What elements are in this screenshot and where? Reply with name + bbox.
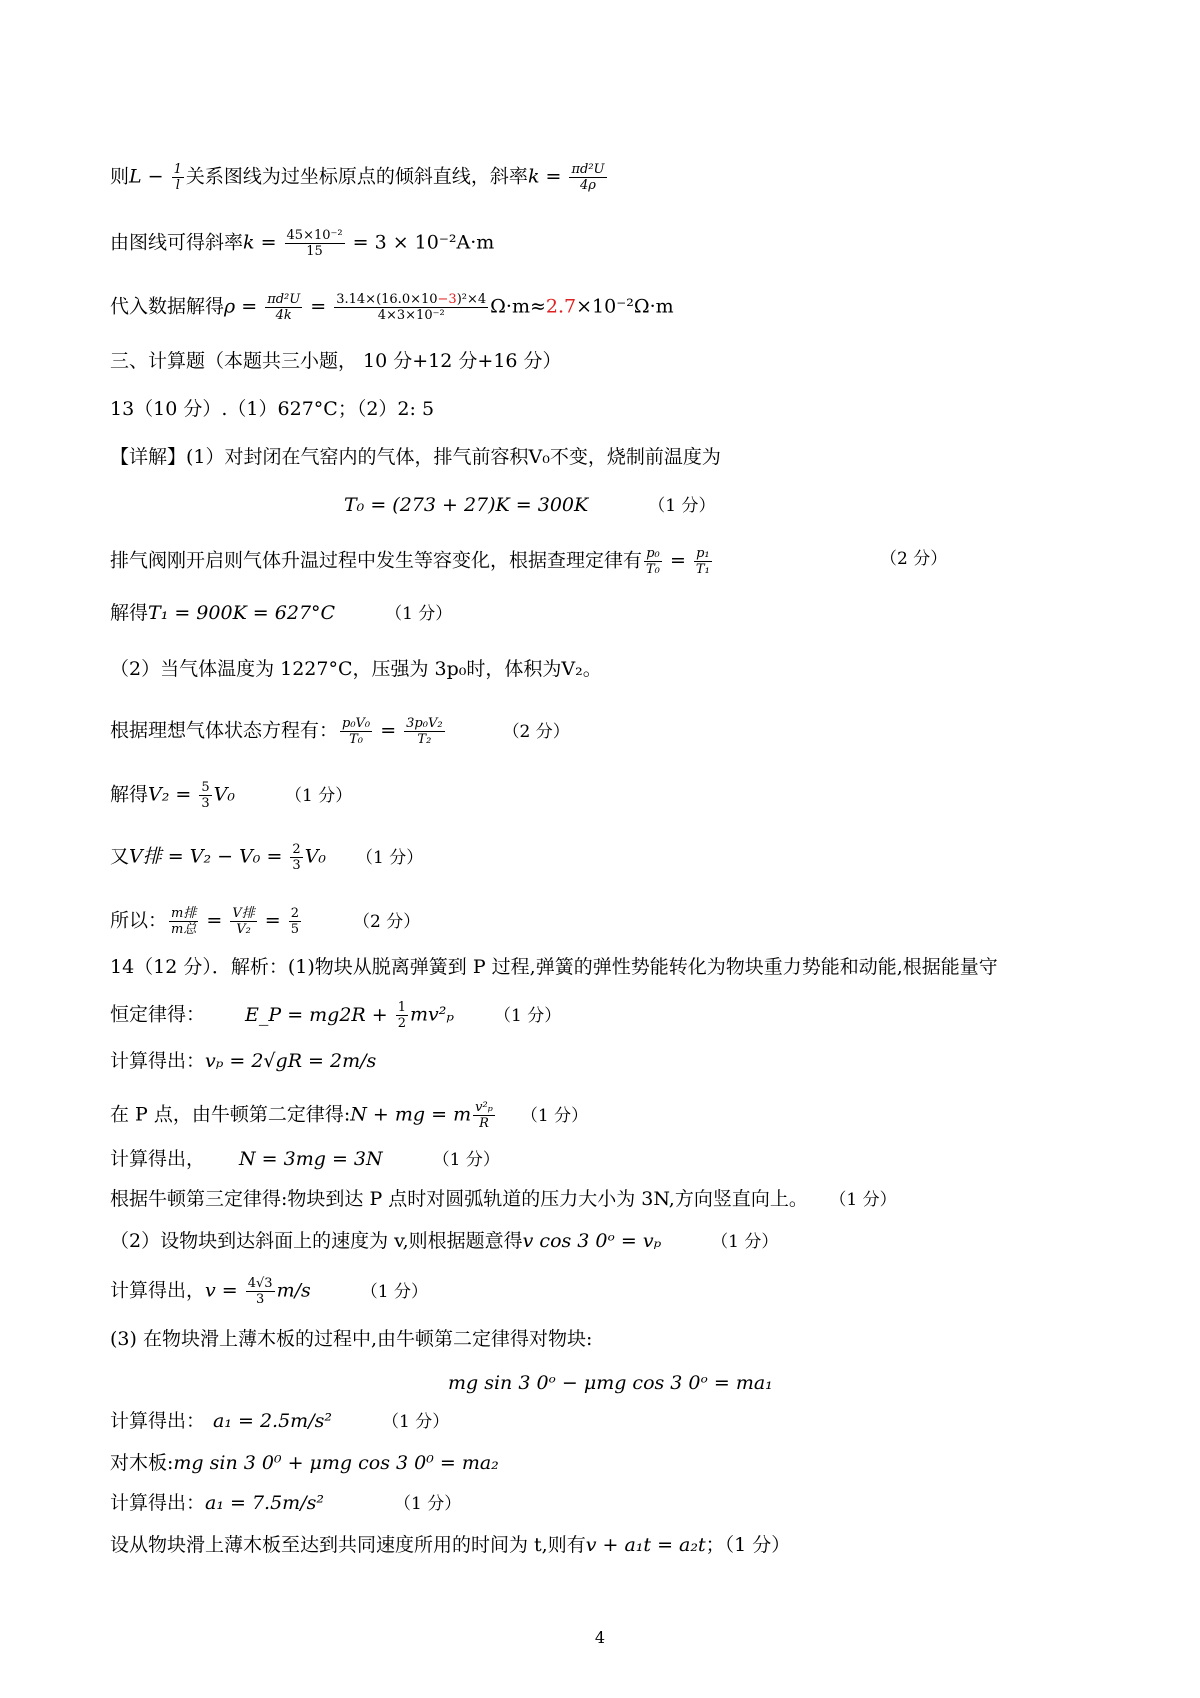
fraction: $\frac{2}{5}$ <box>290 906 300 937</box>
text-line-21: （2）设物块到达斜面上的速度为 v,则根据题意得v cos 3 0ᵒ = vₚ （1 分） <box>110 1230 779 1252</box>
fraction: $\frac{\text{v²ₚ}}{R}$ <box>475 1100 493 1131</box>
question-14-heading: 14（12 分）．解析：(1)物块从脱离弹簧到 P 过程,弹簧的弹性势能转化为物块重力势能和动能,根据能量守 <box>110 956 998 978</box>
text-line-3: 代入数据解得ρ = $\frac{\text{πd²U}}{4k}$ = $\frac{\text{3.14×(16.0×10−3)²×4}}{\text{4×3×10⁻²}}$ Ω·m≈2.7×10⁻²Ω·m <box>110 292 674 323</box>
fraction: $\frac{5}{3}$ <box>201 780 210 811</box>
text-line-13: 又V排 = V₂ − V₀ = $\frac{2}{3}$ V₀ （1 分） <box>110 842 424 873</box>
text-line-25: 计算得出： a₁ = 2.5m/s² （1 分） <box>110 1410 450 1432</box>
fraction: $\frac{4√3}{3}$ <box>247 1276 273 1307</box>
text-line-1: 则L − $\frac{1}{l}$ 关系图线为过坐标原点的倾斜直线，斜率k = $\frac{\text{πd²U}}{4\rho}$ <box>110 162 605 193</box>
text-line-12: 解得V₂ = $\frac{5}{3}$ V₀ （1 分） <box>110 780 353 811</box>
text-line-19: 计算得出， N = 3mg = 3N （1 分） <box>110 1148 500 1170</box>
equation-line-7: T₀ = (273 + 27)K = 300K （1 分） <box>344 494 716 516</box>
fraction: $\frac{1}{l}$ <box>173 162 182 193</box>
text-line-2: 由图线可得斜率k = $\frac{\text{45×10⁻²}}{15}$ = 3 × 10⁻²A·m <box>110 228 495 259</box>
text-line-11: 根据理想气体状态方程有： $\frac{\text{p₀V₀}}{\text{T₀}}$ = $\frac{\text{3p₀V₂}}{\text{T₂}}$ （2 分） <box>110 716 570 747</box>
fraction: $\frac{\text{45×10⁻²}}{15}$ <box>286 228 343 259</box>
text-line-14: 所以： m排 m总 = V排 V₂ = $\frac{2}{5}$ （2 分） <box>110 906 421 937</box>
text-line-6: 【详解】(1）对封闭在气窑内的气体，排气前容积V₀不变，烧制前温度为 <box>110 446 721 468</box>
text-line-26: 对木板:mg sin 3 0⁰ + μmg cos 3 0⁰ = ma₂ <box>110 1452 499 1474</box>
page-number: 4 <box>594 1628 606 1647</box>
text-line-9: 解得T₁ = 900K = 627°C （1 分） <box>110 602 453 624</box>
text-line-28: 设从物块滑上薄木板至达到共同速度所用的时间为 t,则有v + a₁t = a₂t；（1 分） <box>110 1534 791 1556</box>
fraction: $\frac{\text{p₁}}{\text{T₁}}$ <box>695 546 710 577</box>
fraction: $\frac{\text{πd²U}}{4k}$ <box>267 292 301 323</box>
fraction: $\frac{\text{p₀}}{\text{T₀}}$ <box>646 546 660 577</box>
score: （2 分） <box>880 549 948 569</box>
text-line-27: 计算得出：a₁ = 7.5m/s² （1 分） <box>110 1492 462 1514</box>
question-13-answer: 13（10 分）.（1）627°C；（2）2: 5 <box>110 398 435 420</box>
text-line-18: 在 P 点，由牛顿第二定律得:N + mg = m $\frac{\text{v²ₚ}}{R}$ （1 分） <box>110 1100 589 1131</box>
text-line-10: （2）当气体温度为 1227°C，压强为 3p₀时，体积为V₂。 <box>110 658 602 680</box>
fraction: V排 V₂ <box>232 906 255 937</box>
equation-line-24: mg sin 3 0ᵒ − μmg cos 3 0ᵒ = ma₁ <box>448 1372 773 1394</box>
fraction: $\frac{\text{πd²U}}{4\rho}$ <box>571 162 605 193</box>
text-line-20: 根据牛顿第三定律得:物块到达 P 点时对圆弧轨道的压力大小为 3N,方向竖直向上。 （1 分） <box>110 1188 897 1210</box>
fraction: m排 m总 <box>171 906 197 937</box>
text-line-23: (3) 在物块滑上薄木板的过程中,由牛顿第二定律得对物块: <box>110 1328 593 1350</box>
section-heading: 三、计算题（本题共三小题， 10 分+12 分+16 分） <box>110 350 562 372</box>
text-line-16: 恒定律得： E_P = mg2R + $\frac{1}{2}$ mv²ₚ （1 分） <box>110 1000 562 1031</box>
fraction: $\frac{\text{3p₀V₂}}{\text{T₂}}$ <box>406 716 443 747</box>
fraction: $\frac{\text{3.14×(16.0×10−3)²×4}}{\text{4×3×10⁻²}}$ <box>336 292 487 323</box>
fraction: $\frac{\text{p₀V₀}}{\text{T₀}}$ <box>342 716 371 747</box>
text-line-22: 计算得出，v = $\frac{4√3}{3}$ m/s （1 分） <box>110 1276 428 1307</box>
text-line-17: 计算得出：vₚ = 2√gR = 2m/s <box>110 1050 377 1072</box>
highlighted-value: 2.7 <box>545 295 577 318</box>
text-line-8: 排气阀刚开启则气体升温过程中发生等容变化，根据查理定律有 $\frac{\text{p₀}}{\text{T₀}}$ = $\frac{\text{p₁}}{\text{T₁}}$ <box>110 546 710 577</box>
fraction: $\frac{1}{2}$ <box>397 1000 407 1031</box>
fraction: $\frac{2}{3}$ <box>292 842 301 873</box>
